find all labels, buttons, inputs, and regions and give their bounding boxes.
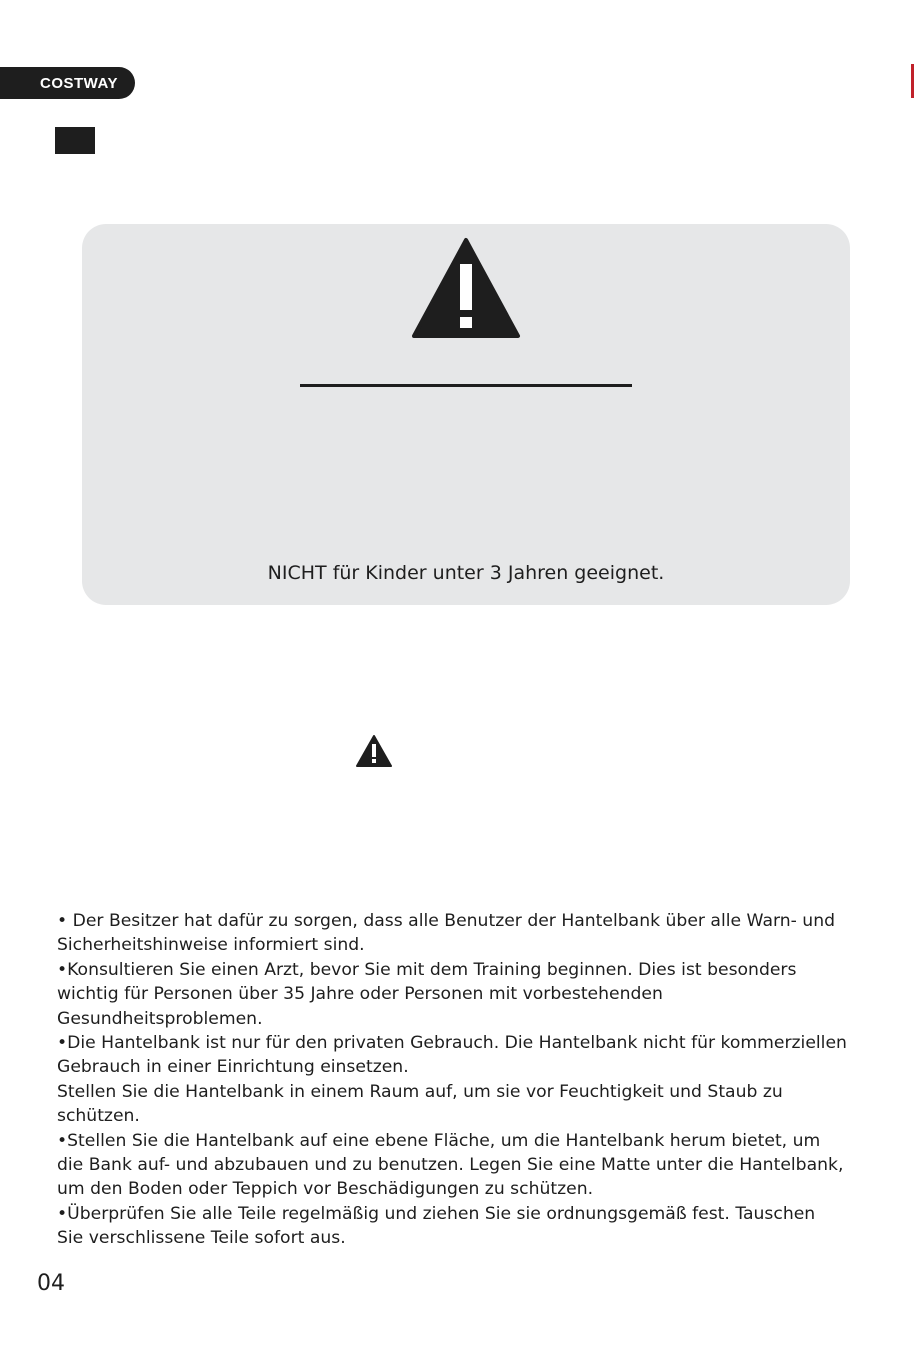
brand-logo <box>0 67 135 99</box>
instruction-line: Sie verschlissene Teile sofort aus. <box>57 1228 346 1249</box>
instruction-line: •Konsultieren Sie einen Arzt, bevor Sie mit dem Training beginnen. Dies ist besonders <box>57 959 797 980</box>
instruction-line: Sicherheitshinweise informiert sind. <box>57 935 365 956</box>
instruction-line: Gebrauch in einer Einrichtung einsetzen. <box>57 1057 409 1078</box>
page-number: 04 <box>37 1271 65 1296</box>
warning-title-rule <box>300 384 632 387</box>
instruction-line: •Überprüfen Sie alle Teile regelmäßig und ziehen Sie sie ordnungsgemäß fest. Tauschen <box>57 1203 816 1224</box>
brand-name: COSTWAY <box>40 74 118 92</box>
warning-panel <box>82 224 850 605</box>
instruction-line: die Bank auf- und abzubauen und zu benutzen. Legen Sie eine Matte unter die Hantelbank, <box>57 1155 844 1176</box>
age-warning-note: NICHT für Kinder unter 3 Jahren geeignet. <box>267 562 665 584</box>
instruction-line: Stellen Sie die Hantelbank in einem Raum auf, um sie vor Feuchtigkeit und Staub zu <box>57 1081 783 1102</box>
instruction-line: • Der Besitzer hat dafür zu sorgen, dass alle Benutzer der Hantelbank über alle Warn- und <box>57 911 835 931</box>
instruction-line: schützen. <box>57 1106 140 1127</box>
instruction-line: Gesundheitsproblemen. <box>57 1008 263 1029</box>
instruction-line: •Die Hantelbank ist nur für den privaten Gebrauch. Die Hantelbank nicht für kommerziellen <box>57 1033 847 1054</box>
section-marker <box>55 127 95 154</box>
instruction-line: um den Boden oder Teppich vor Beschädigungen zu schützen. <box>57 1179 594 1200</box>
instruction-line: •Stellen Sie die Hantelbank auf eine ebene Fläche, um die Hantelbank herum bietet, um <box>57 1130 821 1151</box>
safety-instructions <box>57 909 887 1251</box>
warning-triangle-icon <box>355 734 393 768</box>
warning-triangle-icon <box>410 236 522 340</box>
instruction-line: wichtig für Personen über 35 Jahre oder Personen mit vorbestehenden <box>57 984 663 1005</box>
